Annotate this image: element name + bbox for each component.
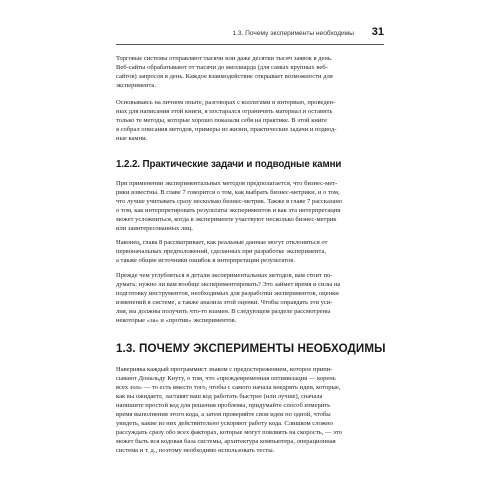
paragraph-text: Прежде чем углубляться в детали экспериментальных методов, вам стоит по- думать: нужно ли вам вообще экспериментировать? Это займет время и силы на подготовку инструментов, необходимых для разработки экспериментов, оценки изменений в системе, а также анализа этой оценки. Чтобы оправдать эти уси- лия, вы должны получить что-то взамен. В следующем разделе рассмотрены некоторые «за» и «против» экспериментов. — [116, 272, 341, 324]
paragraph-text: Наконец, глава 8 рассматривает, как реальные данные могут отклоняться от первоначальных предположений, сделанных при разработке эксперимента, а также общие источники ошибок в интерпретации результатов. — [116, 239, 328, 264]
paragraph-4 — [116, 239, 386, 266]
paragraph-text: Основываясь на личном опыте, разговорах с коллегами и интервью, проведен- ных для написания этой книги, я постарался ограничить материал и оставить только те методы, которые хорошо показали себя на практике. В этой книге я собрал описания методов, примеры из жизни, практические задачи и подвод- ные камни. — [116, 99, 337, 142]
paragraph-1 — [116, 55, 386, 91]
paragraph-3 — [116, 180, 386, 234]
paragraph-6 — [116, 366, 386, 456]
paragraph-2 — [116, 99, 386, 144]
paragraph-text: При применении экспериментальных методов предполагается, что бизнес-мет- рики известны. В главе 7 говорится о том, как выбрать бизнес-метрики, и о том, что лучше учитывать сразу несколько бизнес-метрик. Также в главе 7 рассказано о том, как интерпретировать результаты экспериментов и как эта интерпретация может усложниться, когда в эксперименте участвуют несколько бизнес-метрик или заинтересованных лиц. — [116, 180, 343, 232]
page-number: 31 — [371, 26, 384, 38]
section-heading-1-2-2: 1.2.2. Практические задачи и подводные камни — [116, 159, 342, 170]
section-heading-1-3: 1.3. ПОЧЕМУ ЭКСПЕРИМЕНТЫ НЕОБХОДИМЫ — [116, 342, 386, 355]
running-header — [116, 28, 384, 45]
paragraph-5 — [116, 272, 386, 326]
paragraph-text: Торговые системы отправляют тысячи или даже десятки тысяч заявок в день. Веб-сайты обрабатывают от тысячи до миллиарда (для самых крупных веб- сайтов) запросов в день. Каждое взаимодействие открывает возможности для эксперимента. — [116, 55, 333, 89]
paragraph-text: Наверняка каждый программист знаком с предостережением, которое припи- сывают Дональду Кнуту, о том, что «преждевременная оптимизация — корень всех зол» — то есть вместо того, чтобы с самого начала внедрять идеи, которые, как вы ожидаете, заставят ваш код работать быстрее (или лучше), сначала напишите простой код для решения проблемы, придумайте способ измерить время выполнения этого кода, а затем проверяйте свои идеи по одной, чтобы увидеть, какие из них действительно ускоряют работу кода. Слишком сложно рассуждать сразу обо всех факторах, которые могут повлиять на скорость, — это может быть вся кодовая база системы, архитектура компьютера, операционная система и т. д., поэтому необходимо использовать тесты. — [116, 366, 342, 454]
running-header-title: 1.3. Почему эксперименты необходимы — [232, 30, 354, 37]
